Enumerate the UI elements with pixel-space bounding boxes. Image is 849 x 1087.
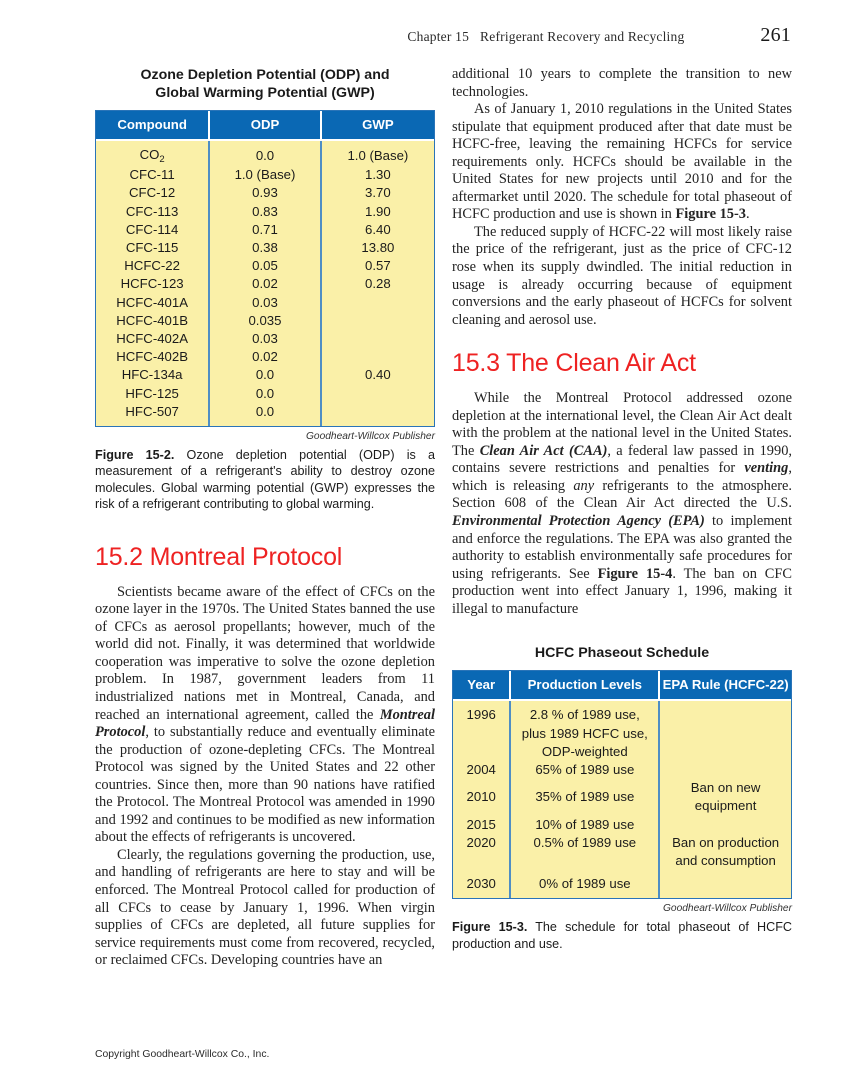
table-row — [96, 140, 434, 166]
cell-gwp — [321, 294, 434, 312]
paragraph-text-cont: , to substantially reduce and eventually eliminate the production of ozone-depleting CFCs. The Montreal Protocol was signed by the United States and 22 other countries. Since then, more than 90 nations have ratified the Protocol. The Montreal Protocol was amended in 1990 and 1992 and continues to be modified as new information about the effects of refrigerants is uncovered. — [95, 724, 435, 846]
cell-gwp — [321, 348, 434, 366]
cell-compound: HFC-507 — [96, 403, 209, 426]
cell-production: 0% of 1989 use — [510, 870, 659, 898]
cell-odp: 0.02 — [209, 348, 321, 366]
cell-production: 65% of 1989 use — [510, 761, 659, 779]
paragraph-montreal-2: Clearly, the regulations governing the production, use, and handling of refrigerants are here to stay and will be enforced. The Montreal Protocol called for production of all CFCs to cease by January 1, 1996. When virgin supplies of CFCs are depleted, all future supplies for service requirements must come from recovered, recycled, or reclaimed CFCs. Developing countries have an — [95, 846, 435, 969]
paragraph-text: As of January 1, 2010 regulations in the United States stipulate that equipment produced after that date must be HCFC-free, leaving the remaining HCFCs for service requirements only. HCFCs should be available in the United States for new projects until 2010 and for the aftermarket until 2020. The schedule for total phaseout of HCFC production and use is shown in — [452, 101, 792, 223]
cell-production — [510, 852, 659, 870]
paragraph-hcfc-regulations — [452, 101, 792, 224]
cell-year — [453, 725, 510, 743]
ref-figure-15-3: Figure 15-3 — [675, 206, 746, 223]
table-row — [96, 366, 434, 384]
figure-15-3 — [452, 644, 792, 952]
table-header-row — [96, 111, 434, 140]
paragraph-text-5: to implement and enforce the regulations. The EPA was also granted the authority to establish environmentally safe procedures for using refrigerants. See — [452, 513, 793, 582]
ref-figure-15-4: Figure 15-4 — [597, 565, 673, 582]
paragraph-clean-air-act — [452, 390, 792, 618]
table-row — [453, 816, 791, 834]
term-venting: venting — [744, 460, 789, 477]
table-row — [96, 275, 434, 293]
figure-15-2-table-frame — [95, 110, 435, 427]
table-row — [96, 257, 434, 275]
paragraph-text: While the Montreal Protocol addressed ozone depletion at the international level, the Clean Air Act dealt with the problem at the national level in the United States. The — [452, 390, 792, 459]
cell-odp: 0.0 — [209, 140, 321, 166]
table-row — [453, 700, 791, 724]
table-row — [96, 403, 434, 426]
figure-15-3-credit: Goodheart-Willcox Publisher — [662, 903, 792, 915]
cell-epa: and consumption — [659, 852, 791, 870]
cell-year — [453, 743, 510, 761]
table-row — [453, 779, 791, 815]
cell-odp: 0.03 — [209, 294, 321, 312]
cell-epa — [659, 725, 791, 743]
paragraph-text-3: , which is releasing — [452, 460, 792, 494]
term-epa: Environmental Protection Agency (EPA) — [452, 513, 705, 530]
column-header-year: Year — [453, 671, 510, 700]
cell-epa: Ban on production — [659, 834, 791, 852]
paragraph-text-6: . The ban on CFC production went into effect January 1, 1996, making it illegal to manufacture — [452, 565, 792, 617]
cell-odp: 0.05 — [209, 257, 321, 275]
cell-year: 2004 — [453, 761, 510, 779]
cell-epa — [659, 761, 791, 779]
cell-epa: Ban on new equipment — [659, 779, 791, 815]
figure-15-2-credit: Goodheart-Willcox Publisher — [305, 431, 435, 443]
section-heading-15-2: 15.2 Montreal Protocol — [95, 542, 343, 571]
cell-year: 2010 — [453, 779, 510, 815]
compound-subscript: 2 — [159, 154, 165, 165]
page-number: 261 — [760, 24, 791, 46]
cell-gwp — [321, 312, 434, 330]
cell-compound: CFC-114 — [96, 221, 209, 239]
compound-label: CO — [139, 147, 160, 162]
figure-15-3-table-frame — [452, 670, 792, 899]
cell-epa — [659, 870, 791, 898]
paragraph-montreal-1 — [95, 584, 435, 847]
cell-production: 0.5% of 1989 use — [510, 834, 659, 852]
table-row — [96, 348, 434, 366]
cell-gwp: 1.0 (Base) — [321, 140, 434, 166]
cell-epa — [659, 816, 791, 834]
cell-year: 2030 — [453, 870, 510, 898]
cell-odp: 0.035 — [209, 312, 321, 330]
table-row — [96, 184, 434, 202]
figure-15-2-title: Ozone Depletion Potential (ODP) and Global Warming Potential (GWP) — [140, 67, 390, 101]
column-header-production-levels: Production Levels — [510, 671, 659, 700]
table-row — [96, 294, 434, 312]
cell-gwp: 0.40 — [321, 366, 434, 384]
cell-gwp: 6.40 — [321, 221, 434, 239]
figure-15-2 — [95, 66, 435, 513]
cell-compound — [96, 140, 209, 166]
term-any: any — [573, 477, 595, 494]
cell-year: 2015 — [453, 816, 510, 834]
cell-odp: 0.71 — [209, 221, 321, 239]
paragraph-continued-top: additional 10 years to complete the transition to new technologies. — [452, 66, 792, 100]
cell-year — [453, 852, 510, 870]
cell-gwp: 1.90 — [321, 203, 434, 221]
term-montreal-protocol: Montreal Protocol — [95, 706, 435, 741]
table-row — [453, 870, 791, 898]
table-row — [453, 834, 791, 852]
table-row — [96, 239, 434, 257]
column-header-gwp: GWP — [321, 111, 434, 140]
cell-odp: 0.0 — [209, 403, 321, 426]
cell-compound: HCFC-402A — [96, 330, 209, 348]
cell-compound: HCFC-22 — [96, 257, 209, 275]
cell-epa — [659, 743, 791, 761]
column-header-compound: Compound — [96, 111, 209, 140]
cell-odp: 0.83 — [209, 203, 321, 221]
figure-15-3-title: HCFC Phaseout Schedule — [534, 645, 710, 662]
cell-odp: 0.93 — [209, 184, 321, 202]
cell-production: 2.8 % of 1989 use, — [510, 700, 659, 724]
table-row — [96, 166, 434, 184]
left-column — [95, 66, 435, 970]
table-row — [96, 385, 434, 403]
cell-gwp: 13.80 — [321, 239, 434, 257]
figure-15-3-caption-label: Figure 15-3. — [452, 920, 528, 935]
cell-odp: 1.0 (Base) — [209, 166, 321, 184]
table-header-row — [453, 671, 791, 700]
cell-gwp — [321, 330, 434, 348]
cell-compound: HCFC-401B — [96, 312, 209, 330]
cell-compound: CFC-11 — [96, 166, 209, 184]
cell-odp: 0.0 — [209, 385, 321, 403]
cell-compound: HCFC-401A — [96, 294, 209, 312]
column-header-odp: ODP — [209, 111, 321, 140]
cell-odp: 0.0 — [209, 366, 321, 384]
odp-gwp-table — [96, 111, 434, 426]
cell-gwp: 1.30 — [321, 166, 434, 184]
column-header-epa-rule: EPA Rule (HCFC-22) — [659, 671, 791, 700]
cell-production: plus 1989 HCFC use, — [510, 725, 659, 743]
table-row — [453, 852, 791, 870]
cell-compound: CFC-115 — [96, 239, 209, 257]
cell-odp: 0.38 — [209, 239, 321, 257]
cell-gwp: 0.57 — [321, 257, 434, 275]
table-row — [96, 221, 434, 239]
figure-15-2-caption-label: Figure 15-2. — [95, 448, 175, 463]
figure-15-3-caption — [452, 919, 792, 952]
cell-gwp — [321, 403, 434, 426]
cell-year: 2020 — [453, 834, 510, 852]
table-row — [453, 743, 791, 761]
paragraph-text-4: refrigerants to the atmosphere. Section 608 of the Clean Air Act directed the U.S. — [452, 477, 792, 512]
cell-gwp: 0.28 — [321, 275, 434, 293]
running-head-chapter: Chapter 15 — [407, 29, 470, 44]
cell-gwp — [321, 385, 434, 403]
paragraph-text: Scientists became aware of the effect of CFCs on the ozone layer in the 1970s. The United States banned the use of CFCs as aerosol propellants; however, much of the world did not. Finally, it was determined that worldwide cooperation was imperative to solve the ozone depletion problem. In 1987, government leaders from 11 industrialized nations met in Montreal, Canada, and reached an international agreement, called the — [95, 583, 435, 723]
cell-compound: HFC-134a — [96, 366, 209, 384]
table-row — [453, 725, 791, 743]
hcfc-phaseout-table — [453, 671, 791, 898]
cell-compound: HCFC-402B — [96, 348, 209, 366]
paragraph-hcfc-supply: The reduced supply of HCFC-22 will most likely raise the price of the refrigerant, just as the price of CFC-12 rose when its supply dwindled. The initial reduction in usage is already occurring because of equipment conversions and the early phaseout of HCFCs for solvent cleaning and aerosol use. — [452, 223, 792, 328]
cell-epa — [659, 700, 791, 724]
cell-production: ODP-weighted — [510, 743, 659, 761]
cell-production: 10% of 1989 use — [510, 816, 659, 834]
cell-odp: 0.03 — [209, 330, 321, 348]
table-row — [453, 761, 791, 779]
cell-compound: CFC-113 — [96, 203, 209, 221]
table-row — [96, 203, 434, 221]
table-row — [96, 312, 434, 330]
figure-15-2-caption-text: Ozone depletion potential (ODP) is a measurement of a refrigerant's ability to destroy ozone molecules. Global warming potential (GWP) expresses the risk of a refrigerant contributing to global warming. — [95, 448, 435, 512]
cell-compound: CFC-12 — [96, 184, 209, 202]
section-heading-15-3: 15.3 The Clean Air Act — [452, 349, 696, 378]
table-row — [96, 330, 434, 348]
cell-gwp: 3.70 — [321, 184, 434, 202]
term-clean-air-act: Clean Air Act (CAA) — [479, 442, 608, 459]
paragraph-text-cont: . — [745, 206, 750, 223]
right-column — [452, 66, 792, 952]
cell-year: 1996 — [453, 700, 510, 724]
paragraph-text-2: , a federal law passed in 1990, contains severe restrictions and penalties for — [452, 442, 792, 477]
cell-compound: HCFC-123 — [96, 275, 209, 293]
running-head-title: Refrigerant Recovery and Recycling — [480, 29, 685, 44]
figure-15-2-caption — [95, 447, 435, 513]
cell-production: 35% of 1989 use — [510, 779, 659, 815]
running-head — [95, 24, 791, 46]
figure-15-3-caption-text: The schedule for total phaseout of HCFC production and use. — [452, 920, 792, 951]
page-footer-copyright: Copyright Goodheart-Willcox Co., Inc. — [95, 1049, 270, 1060]
cell-compound: HFC-125 — [96, 385, 209, 403]
cell-odp: 0.02 — [209, 275, 321, 293]
